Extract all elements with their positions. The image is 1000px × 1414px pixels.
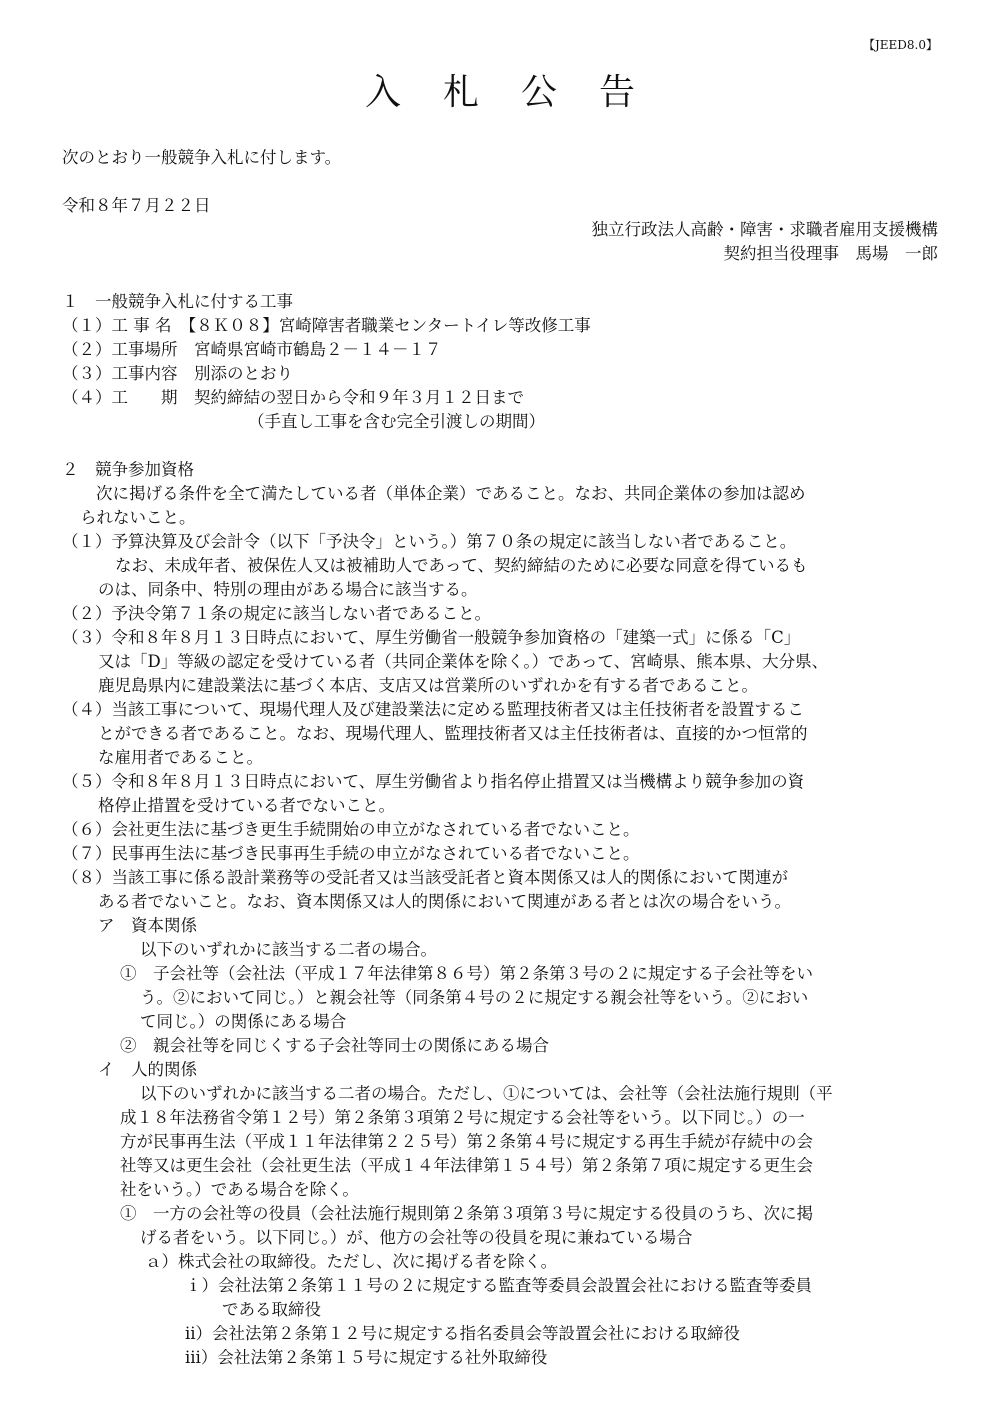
- sub-item-a-i-line: である取締役: [222, 1300, 321, 1319]
- section1-heading: １ 一般競争入札に付する工事: [62, 292, 293, 311]
- sub-item-a-iii: ⅲ）会社法第２条第１５号に規定する社外取締役: [185, 1348, 548, 1367]
- condition-5: （５）令和８年８月１３日時点において、厚生労働省より指名停止措置又は当機構より競争参加の資: [62, 772, 805, 791]
- section1-item-period: （４）工 期 契約締結の翌日から令和９年３月１２日まで: [62, 388, 524, 407]
- form-code: 【JEED8.0】: [862, 38, 938, 52]
- condition-8-line: ある者でないこと。なお、資本関係又は人的関係において関連がある者とは次の場合をいう。: [98, 892, 791, 911]
- condition-4-line: な雇用者であること。: [98, 748, 263, 767]
- capital-relation-item-1-line: て同じ。）の関係にある場合: [140, 1012, 347, 1031]
- issuer-person: 契約担当役理事 馬場 一郎: [723, 244, 938, 263]
- condition-2: （２）予決令第７１条の規定に該当しない者であること。: [62, 604, 491, 623]
- section1-item-content: （３）工事内容 別添のとおり: [62, 364, 293, 383]
- section1-item-name: （１）工 事 名 【８Ｋ０８】宮崎障害者職業センタートイレ等改修工事: [62, 316, 591, 335]
- personnel-relation-heading: イ 人的関係: [98, 1060, 197, 1079]
- personnel-relation-intro-line: 社等又は更生会社（会社更生法（平成１４年法律第１５４号）第２条第７項に規定する更生会: [120, 1156, 813, 1175]
- personnel-relation-item-1-line: げる者をいう。以下同じ。）が、他方の会社等の役員を現に兼ねている場合: [140, 1228, 693, 1247]
- condition-1-line: のは、同条中、特別の理由がある場合に該当する。: [98, 580, 478, 599]
- sub-item-a: ａ）株式会社の取締役。ただし、次に掲げる者を除く。: [145, 1252, 558, 1271]
- condition-3: （３）令和８年８月１３日時点において、厚生労働省一般競争参加資格の「建築一式」に係る「C」: [62, 628, 801, 647]
- condition-5-line: 格停止措置を受けている者でないこと。: [98, 796, 395, 815]
- personnel-relation-intro-line: 成１８年法務省令第１２号）第２条第３項第２号に規定する会社等をいう。以下同じ。）の一: [120, 1108, 805, 1127]
- condition-1-line: なお、未成年者、被保佐人又は被補助人であって、契約締結のために必要な同意を得ているも: [115, 556, 808, 575]
- personnel-relation-intro-line: 方が民事再生法（平成１１年法律第２２５号）第２条第４号に規定する再生手続が存続中の会: [120, 1132, 813, 1151]
- sub-item-a-ii: ⅱ）会社法第２条第１２号に規定する指名委員会等設置会社における取締役: [185, 1324, 741, 1343]
- condition-3-line: 又は「D」等級の認定を受けている者（共同企業体を除く。）であって、宮崎県、熊本県、大分県、: [98, 652, 829, 671]
- section1-item-period-note: （手直し工事を含む完全引渡しの期間）: [248, 412, 545, 431]
- capital-relation-item-2: ② 親会社等を同じくする子会社等同士の関係にある場合: [120, 1036, 549, 1055]
- page-title: 入札公告: [364, 72, 677, 113]
- condition-4: （４）当該工事について、現場代理人及び建設業法に定める監理技術者又は主任技術者を設置するこ: [62, 700, 804, 719]
- condition-3-line: 鹿児島県内に建設業法に基づく本店、支店又は営業所のいずれかを有する者であること。: [98, 676, 758, 695]
- personnel-relation-item-1: ① 一方の会社等の役員（会社法施行規則第２条第３項第３号に規定する役員のうち、次に掲: [120, 1204, 813, 1223]
- section2-intro-line: 次に掲げる条件を全て満たしている者（単体企業）であること。なお、共同企業体の参加は認め: [96, 484, 806, 503]
- capital-relation-item-1-line: う。②において同じ。）と親会社等（同条第４号の２に規定する親会社等をいう。②におい: [140, 988, 809, 1007]
- personnel-relation-intro: 以下のいずれかに該当する二者の場合。ただし、①については、会社等（会社法施行規則（平: [140, 1084, 833, 1103]
- section1-item-location: （２）工事場所 宮崎県宮崎市鶴島２－１４－１７: [62, 340, 442, 359]
- section2-heading: ２ 競争参加資格: [62, 460, 194, 479]
- notice-date: 令和８年７月２２日: [62, 196, 211, 215]
- issuer-organization: 独立行政法人高齢・障害・求職者雇用支援機構: [591, 220, 938, 239]
- personnel-relation-intro-line: 社をいう。）である場合を除く。: [120, 1180, 359, 1199]
- intro-text: 次のとおり一般競争入札に付します。: [62, 148, 342, 167]
- section2-intro-line: られないこと。: [80, 508, 196, 527]
- condition-8: （８）当該工事に係る設計業務等の受託者又は当該受託者と資本関係又は人的関係において関連が: [62, 868, 788, 887]
- capital-relation-intro: 以下のいずれかに該当する二者の場合。: [140, 940, 437, 959]
- condition-4-line: とができる者であること。なお、現場代理人、監理技術者又は主任技術者は、直接的かつ恒常的: [98, 724, 808, 743]
- condition-6: （６）会社更生法に基づき更生手続開始の申立がなされている者でないこと。: [62, 820, 640, 839]
- condition-7: （７）民事再生法に基づき民事再生手続の申立がなされている者でないこと。: [62, 844, 640, 863]
- capital-relation-item-1: ① 子会社等（会社法（平成１７年法律第８６号）第２条第３号の２に規定する子会社等をい: [120, 964, 813, 983]
- condition-1: （１）予算決算及び会計令（以下「予決令」という。）第７０条の規定に該当しない者であること。: [62, 532, 797, 551]
- sub-item-a-i: ｉ）会社法第２条第１１号の２に規定する監査等委員会設置会社における監査等委員: [185, 1276, 812, 1295]
- capital-relation-heading: ア 資本関係: [98, 916, 197, 935]
